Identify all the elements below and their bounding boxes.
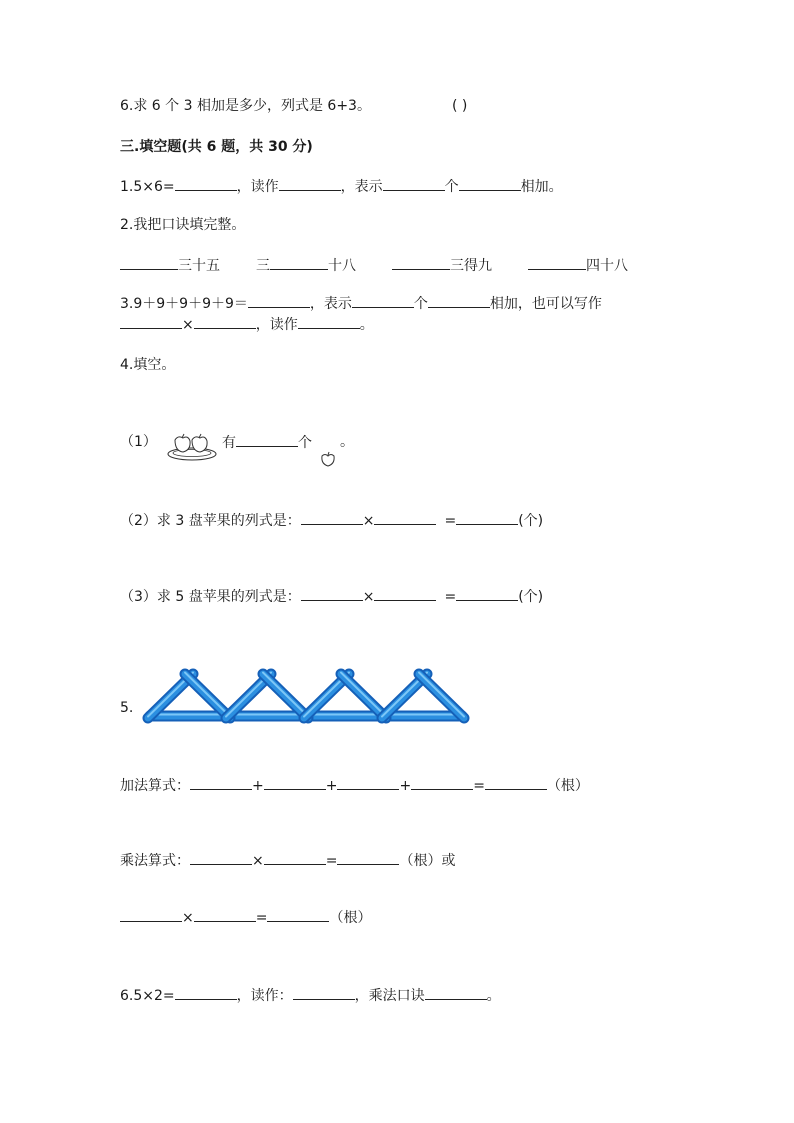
q3-blank-5[interactable] (194, 314, 256, 329)
q4-sub-1-unit: 个 (298, 435, 312, 451)
q2-item-2 (256, 255, 356, 276)
q4-sub-3-blank-1[interactable] (301, 586, 363, 601)
q5-mul2-blank-3[interactable] (267, 907, 329, 922)
q3-text-4: 相加，也可以写作 (489, 296, 602, 312)
answer-parentheses[interactable]: ( ) (452, 98, 468, 114)
q3-blank-1[interactable] (248, 293, 310, 308)
q2-blank-3[interactable] (392, 255, 450, 270)
q4-sub-1-label: （1） (120, 434, 157, 450)
question-4-title: 4.填空。 (120, 357, 176, 373)
q4-sub-2-blank-1[interactable] (301, 510, 363, 525)
q4-sub-2 (120, 510, 543, 531)
q5-mul2-unit: （根） (329, 910, 372, 926)
q3-blank-4[interactable] (120, 314, 182, 329)
q4-sub-2-label: （2）求 3 盘苹果的列式是： (120, 513, 301, 529)
q5-mul2-times: × (182, 910, 194, 926)
q5-add-eq: = (473, 778, 485, 794)
q2-item-3 (392, 255, 492, 276)
q1-text-4: 个 (444, 179, 459, 195)
q2-item-4-text: 四十八 (586, 258, 628, 274)
apple-plate-icon (166, 428, 218, 464)
q1-text-1: 1.5×6= (120, 179, 175, 195)
question-1 (120, 176, 563, 197)
q5-mul2-eq: = (255, 910, 268, 926)
q4-sub-3-label: （3）求 5 盘苹果的列式是： (120, 589, 301, 605)
q5-mul-blank-3[interactable] (337, 850, 399, 865)
q4-sub-2-blank-2[interactable] (374, 510, 436, 525)
q3-end: 。 (359, 317, 374, 333)
q5-add-label: 加法算式： (120, 778, 190, 794)
section-heading: 三.填空题(共 6 题，共 30 分) (120, 139, 313, 155)
q5-add-plus-1: + (252, 778, 264, 794)
question-3-line-2 (120, 314, 374, 335)
q5-add-blank-4[interactable] (411, 775, 473, 790)
matchstick-base-3 (306, 715, 384, 717)
q5-add-plus-2: + (325, 778, 338, 794)
q4-sub-2-eq: = (444, 513, 457, 529)
q4-sub-3-times: × (362, 589, 375, 605)
q4-sub-3 (120, 586, 543, 607)
q4-sub-2-blank-3[interactable] (456, 510, 518, 525)
q3-text-1: 3.9＋9＋9＋9＋9＝ (120, 296, 248, 312)
q6-text-3: ，乘法口诀 (354, 988, 425, 1004)
q4-sub-1 (120, 432, 157, 452)
q3-blank-3[interactable] (428, 293, 490, 308)
question-2-title: 2.我把口诀填完整。 (120, 217, 246, 233)
q3-times: × (182, 317, 194, 333)
prev-question-6 (120, 96, 468, 116)
q4-sub-3-unit: (个) (518, 589, 544, 605)
matchstick-triangles-figure (144, 668, 464, 730)
q4-sub-2-unit: (个) (518, 513, 544, 529)
q5-addition (120, 775, 589, 796)
q4-sub-1-end: 。 (340, 434, 354, 450)
q6-blank-3[interactable] (425, 985, 487, 1000)
q1-text-3: ，表示 (340, 179, 383, 195)
q1-text-2: ，读作 (236, 179, 279, 195)
small-apple-icon (320, 451, 336, 467)
q5-multiplication (120, 850, 455, 871)
q4-sub-3-blank-2[interactable] (374, 586, 436, 601)
q4-sub-1-has: 有 (222, 435, 236, 451)
q1-text-5: 相加。 (520, 179, 563, 195)
q4-sub-1-text (222, 432, 312, 453)
matchstick-base-2 (228, 715, 306, 717)
q5-add-unit: （根） (546, 778, 589, 794)
q5-multiplication-2 (120, 907, 371, 928)
q3-text-2: ，表示 (309, 296, 352, 312)
q5-mul-eq: = (325, 853, 338, 869)
q2-item-2-text: 十八 (328, 258, 356, 274)
q6-blank-2[interactable] (293, 985, 355, 1000)
q3-text-3: 个 (413, 296, 428, 312)
q1-blank-4[interactable] (459, 176, 521, 191)
q6-blank-1[interactable] (175, 985, 237, 1000)
q5-mul-blank-2[interactable] (264, 850, 326, 865)
q5-mul-blank-1[interactable] (190, 850, 252, 865)
q3-read: ，读作 (255, 317, 298, 333)
q5-mul2-blank-2[interactable] (194, 907, 256, 922)
q4-sub-3-blank-3[interactable] (456, 586, 518, 601)
q6-text-1: 6.5×2= (120, 988, 175, 1004)
q1-blank-2[interactable] (279, 176, 341, 191)
q2-blank-4[interactable] (528, 255, 586, 270)
q6-text-4: 。 (486, 988, 501, 1004)
q5-mul2-blank-1[interactable] (120, 907, 182, 922)
q6-text-2: ，读作： (236, 988, 293, 1004)
q3-blank-6[interactable] (298, 314, 360, 329)
q4-sub-1-blank[interactable] (236, 432, 298, 447)
q5-add-blank-1[interactable] (190, 775, 252, 790)
q2-item-3-text: 三得九 (450, 258, 492, 274)
prev-question-6-text: 6.求 6 个 3 相加是多少，列式是 6+3。 (120, 98, 371, 114)
q5-mul-unit: （根）或 (399, 853, 456, 869)
q5-mul-label: 乘法算式： (120, 853, 190, 869)
q2-blank-2[interactable] (270, 255, 328, 270)
matchstick-base-4 (384, 715, 462, 717)
q5-add-plus-3: + (399, 778, 412, 794)
q1-blank-1[interactable] (175, 176, 237, 191)
question-6 (120, 985, 501, 1006)
q2-item-1-text: 三十五 (178, 258, 220, 274)
question-3-line-1 (120, 293, 602, 314)
q2-item-1 (120, 255, 220, 276)
q2-item-2-pre: 三 (256, 258, 270, 274)
q4-sub-2-times: × (362, 513, 375, 529)
q2-blank-1[interactable] (120, 255, 178, 270)
q5-mul-times: × (252, 853, 264, 869)
q1-blank-3[interactable] (383, 176, 445, 191)
q5-add-blank-5[interactable] (485, 775, 547, 790)
question-5-label: 5. (120, 700, 134, 716)
matchstick-base-1 (150, 715, 228, 717)
q2-item-4 (528, 255, 628, 276)
q4-sub-3-eq: = (444, 589, 457, 605)
q5-add-blank-2[interactable] (264, 775, 326, 790)
q3-blank-2[interactable] (352, 293, 414, 308)
q5-add-blank-3[interactable] (337, 775, 399, 790)
